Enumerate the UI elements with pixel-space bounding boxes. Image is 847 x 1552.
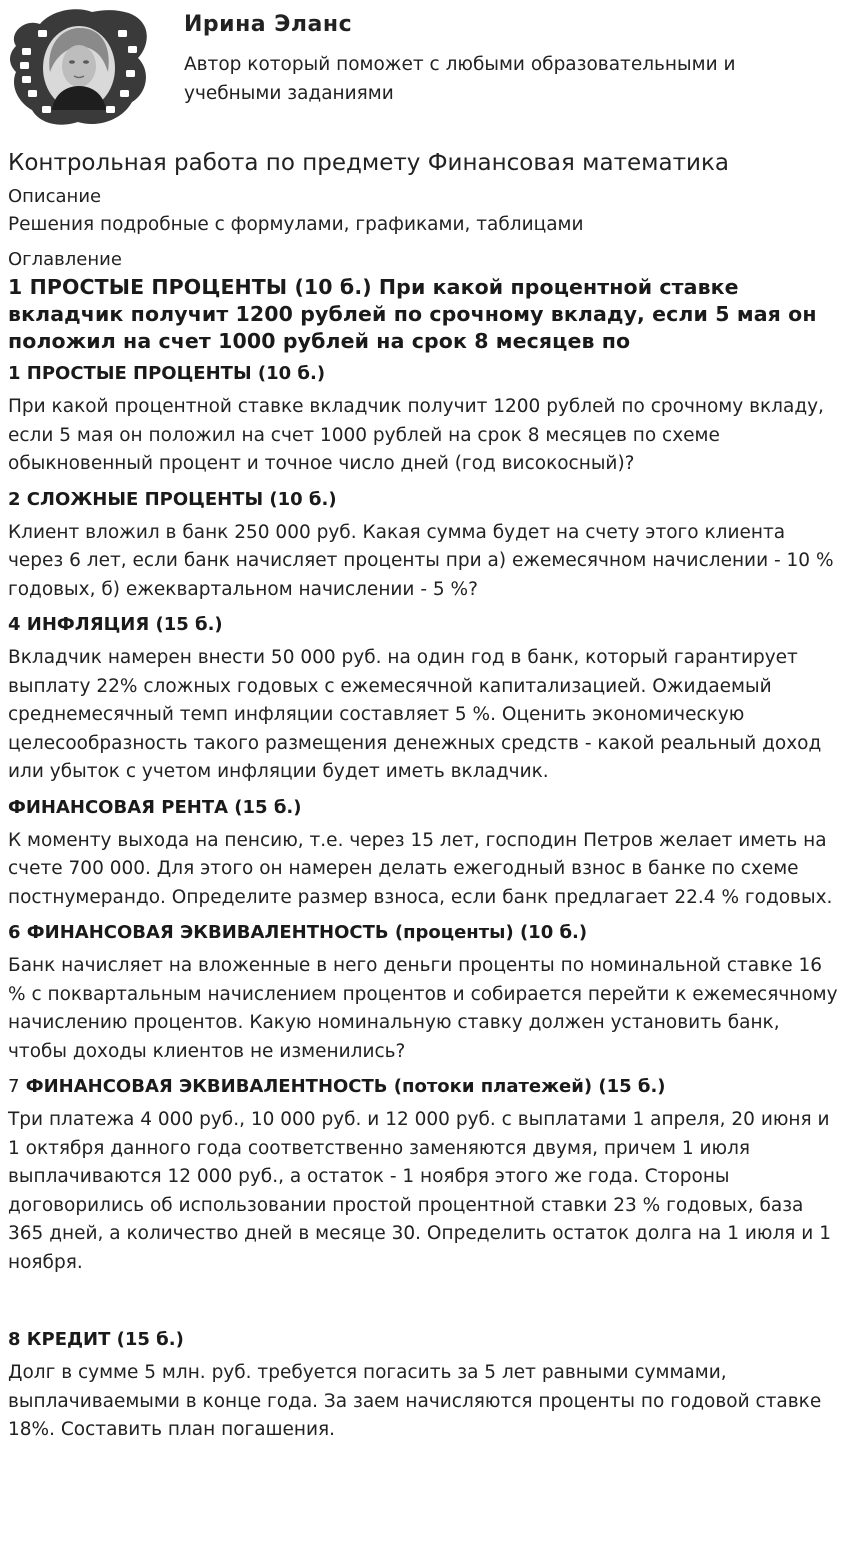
author-header — [0, 0, 847, 140]
section-body-equivalence-rates: Банк начисляет на вложенные в него деньги проценты по номинальной ставке 16 % с поквартальным начислением процентов и собирается перейти к ежемесячному начислению процентов. Какую номинальную ставку должен установить банк, чтобы доходы клиентов не изменились? — [8, 955, 838, 1062]
section-body-compound-interest: Клиент вложил в банк 250 000 руб. Какая сумма будет на счету этого клиента через 6 лет, если банк начисляет проценты при а) ежемесячном начислении - 10 % годовых, б) ежеквартальном начислении - 5 %? — [8, 521, 834, 600]
page-title: Контрольная работа по предмету Финансовая математика — [8, 150, 729, 176]
description-label: Описание — [8, 186, 102, 207]
section-number: 7 — [8, 1076, 20, 1097]
section-body-equivalence-payments: Три платежа 4 000 руб., 10 000 руб. и 12 000 руб. с выплатами 1 апреля, 20 июня и 1 октября данного года соответственно заменяются двумя, причем 1 июля выплачиваются 12 000 руб., а остаток - 1 ноября этого же года. Стороны договорились об использовании простой процентной ставки 23 % годовых, база 365 дней, а количество дней в месяце 30. Определить остаток долга на 1 июля и 1 ноября. — [8, 1109, 831, 1273]
section-title-inflation: 4 ИНФЛЯЦИЯ (15 б.) — [8, 614, 223, 635]
section-body-inflation: Вкладчик намерен внести 50 000 руб. на один год в банк, который гарантирует выплату 22% сложных годовых с ежемесячной капитализацией. Ожидаемый среднемесячный темп инфляции составляет 5 %. Оценить экономическую целесообразность такого размещения денежных средств - какой реальный доход или убыток с учетом инфляции будет иметь вкладчик. — [8, 647, 822, 782]
section-body-annuity: К моменту выхода на пенсию, т.е. через 15 лет, господин Петров желает иметь на счете 700 000. Для этого он намерен делать ежегодный взнос в банке по схеме постнумерандо. Определите размер взноса, если банк предлагает 22.4 % годовых. — [8, 829, 833, 908]
spacer — [8, 1285, 840, 1321]
main-heading: 1 ПРОСТЫЕ ПРОЦЕНТЫ (10 б.) При какой процентной ставке вкладчик получит 1200 рублей по срочному вкладу, если 5 мая он положил на счет 1000 рублей на срок 8 месяцев по — [8, 275, 817, 353]
section-title-simple-interest: 1 ПРОСТЫЕ ПРОЦЕНТЫ (10 б.) — [8, 363, 326, 384]
section-body-simple-interest: При какой процентной ставке вкладчик получит 1200 рублей по срочному вкладу, если 5 мая он положил на счет 1000 рублей на срок 8 месяцев по схеме обыкновенный процент и точное число дней (год високосный)? — [8, 396, 824, 474]
description-text: Решения подробные с формулами, графиками, таблицами — [8, 214, 584, 235]
film-frame-avatar-icon — [6, 6, 152, 128]
section-title-credit: 8 КРЕДИТ (15 б.) — [8, 1329, 184, 1350]
section-title-annuity: ФИНАНСОВАЯ РЕНТА (15 б.) — [8, 796, 302, 818]
author-name: Ирина Эланс — [184, 12, 353, 37]
author-description: Автор который поможет с любыми образовательными и учебными заданиями — [184, 54, 736, 104]
author-avatar — [6, 6, 152, 128]
toc-label: Оглавление — [8, 249, 122, 270]
section-body-credit: Долг в сумме 5 млн. руб. требуется погасить за 5 лет равными суммами, выплачиваемыми в конце года. За заем начисляются проценты по годовой ставке 18%. Составить план погашения. — [8, 1362, 822, 1440]
section-title-text: ФИНАНСОВАЯ ЭКВИВАЛЕНТНОСТЬ (потоки платежей) (15 б.) — [25, 1076, 666, 1097]
section-title-compound-interest: 2 СЛОЖНЫЕ ПРОЦЕНТЫ (10 б.) — [8, 488, 337, 510]
section-title-equivalence-payments — [8, 1074, 840, 1100]
main-content — [8, 146, 840, 1453]
section-title-equivalence-rates: 6 ФИНАНСОВАЯ ЭКВИВАЛЕНТНОСТЬ (проценты) (10 б.) — [8, 922, 588, 943]
